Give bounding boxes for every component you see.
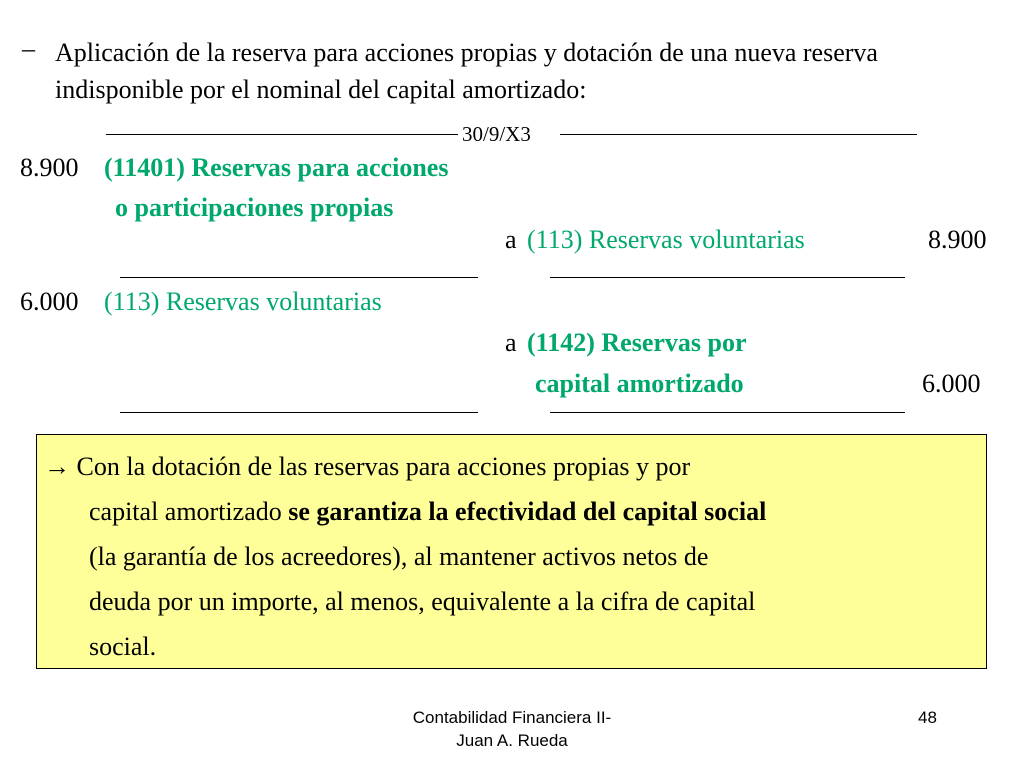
note-line1	[44, 444, 988, 489]
note-line3: (la garantía de los acreedores), al mantener activos netos de	[89, 542, 709, 571]
entry2-rule-left	[120, 412, 478, 413]
header-text: Aplicación de la reserva para acciones propias y dotación de una nueva reserva indisponible por el nominal del capital amortizado:	[55, 38, 878, 104]
note-text-bold: se garantiza la efectividad del capital social	[288, 497, 767, 526]
entry1-credit-account: (113) Reservas voluntarias	[527, 225, 805, 254]
entry2-debit-amount: 6.000	[20, 287, 79, 316]
page-number: 48	[918, 708, 937, 727]
entry1-credit-amount: 8.900	[928, 225, 987, 254]
entry2-credit-account-line2: capital amortizado	[535, 369, 744, 398]
journal-date: 30/9/X3	[462, 122, 531, 146]
entry1-rule-left	[120, 277, 478, 278]
entry1-debit-amount: 8.900	[20, 153, 79, 182]
entry2-credit-amount: 6.000	[922, 369, 981, 398]
header-bullet: –	[22, 34, 35, 63]
entry2-credit-account-line1: (1142) Reservas por	[527, 328, 747, 357]
entry1-debit-account-line1: (11401) Reservas para acciones	[104, 153, 449, 182]
footer-line1: Contabilidad Financiera II-	[412, 708, 612, 727]
date-rule-left	[106, 134, 458, 135]
note-line4: deuda por un importe, al menos, equivalente a la cifra de capital	[89, 587, 756, 616]
date-rule-right	[560, 134, 917, 135]
arrow-icon: →	[44, 452, 70, 481]
footer-line2: Juan A. Rueda	[456, 731, 568, 750]
note-line2	[44, 489, 988, 534]
note-line5: social.	[89, 632, 157, 661]
footer-credit	[392, 706, 632, 752]
entry2-credit-prefix: a	[505, 328, 517, 357]
entry2-debit-account: (113) Reservas voluntarias	[104, 287, 382, 316]
entry1-credit-prefix: a	[505, 225, 517, 254]
note-text-part2: capital amortizado	[89, 497, 282, 526]
note-text-part1: Con la dotación de las reservas para acciones propias y por	[76, 452, 691, 481]
entry1-rule-right	[550, 277, 905, 278]
note-text	[44, 444, 988, 669]
entry2-rule-right	[550, 412, 905, 413]
entry1-debit-account-line2: o participaciones propias	[115, 193, 394, 222]
